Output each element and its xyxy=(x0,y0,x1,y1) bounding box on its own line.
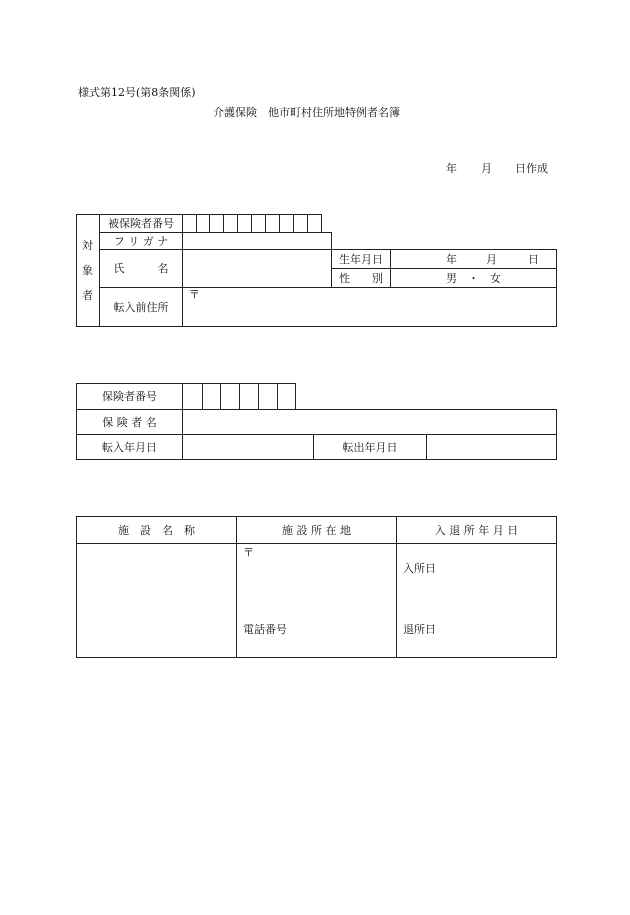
date-year-label: 年 xyxy=(446,162,457,175)
admission-header: 入 退 所 年 月 日 xyxy=(434,523,519,537)
subject-side-label-3: 者 xyxy=(82,289,93,302)
date-created-label: 日作成 xyxy=(515,162,548,175)
subject-side-label-1: 対 xyxy=(82,239,93,252)
facility-phone-label: 電話番号 xyxy=(243,623,287,636)
prev-address-postal-mark: 〒 xyxy=(189,288,200,301)
insured-number-label: 被保険者番号 xyxy=(108,217,174,230)
gender-options: 男 ・ 女 xyxy=(446,271,501,285)
name-label: 氏 名 xyxy=(113,262,169,275)
birth-day-label: 日 xyxy=(528,253,539,266)
move-out-date-label: 転出年月日 xyxy=(342,440,398,454)
insurer-name-label: 保 険 者 名 xyxy=(102,415,157,429)
birthdate-label: 生年月日 xyxy=(339,252,383,266)
subject-side-label-2: 象 xyxy=(82,264,93,277)
facility-postal-mark: 〒 xyxy=(243,546,254,559)
move-in-date-label: 転入年月日 xyxy=(102,440,157,454)
date-month-label: 月 xyxy=(481,162,492,175)
form-number: 様式第12号(第8条関係) xyxy=(78,86,196,99)
facility-address-header: 施 設 所 在 地 xyxy=(282,523,351,537)
discharge-date-label: 退所日 xyxy=(403,623,436,636)
facility-name-header: 施 設 名 称 xyxy=(118,523,195,537)
furigana-label: フ リ ガ ナ xyxy=(113,234,169,248)
birth-month-label: 月 xyxy=(486,253,497,266)
page-title: 介護保険 他市町村住所地特例者名簿 xyxy=(213,106,400,119)
insurer-number-label: 保険者番号 xyxy=(102,390,157,403)
birth-year-label: 年 xyxy=(446,253,457,266)
admission-date-label: 入所日 xyxy=(403,562,436,575)
gender-label: 性 別 xyxy=(339,271,383,285)
prev-address-label: 転入前住所 xyxy=(113,300,169,314)
